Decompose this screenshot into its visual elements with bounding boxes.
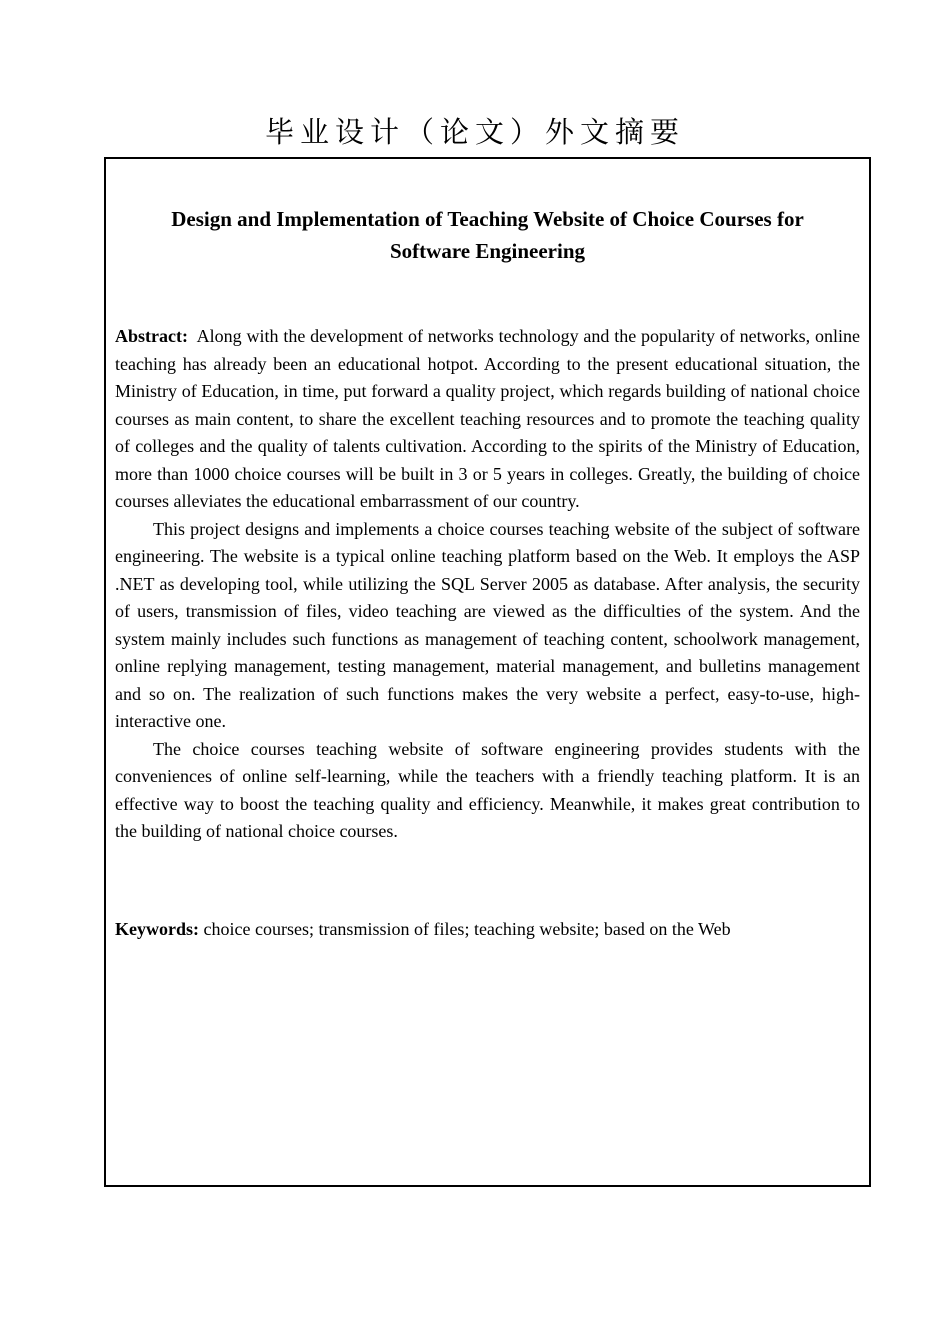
abstract-paragraph-1-text: Along with the development of networks technology and the popularity of networks, online teaching has already been an educational hotpot. According to the present educational situation, the Ministry of Education, in time, put forward a quality project, which regards building of national choice courses as main content, to share the excellent teaching resources and to promote the teaching quality of colleges and the quality of talents cultivation. According to the spirits of the Ministry of Education, more than 1000 choice courses will be built in 3 or 5 years in colleges. Greatly, the building of choice courses alleviates the educational embarrassment of our country. bbox=[115, 326, 860, 511]
page-heading: 毕业设计（论文）外文摘要 bbox=[264, 115, 685, 149]
paper-title bbox=[106, 203, 869, 267]
abstract-frame bbox=[104, 157, 871, 1187]
abstract-paragraph-2: This project designs and implements a choice courses teaching website of the subject of software engineering. The website is a typical online teaching platform based on the Web. It employs the ASP .NET as developing tool, while utilizing the SQL Server 2005 as database. After analysis, the security of users, transmission of files, video teaching are viewed as the difficulties of the system. And the system mainly includes such functions as management of teaching content, schoolwork management, online replying management, testing management, material management, and bulletins management and so on. The realization of such functions makes the very website a perfect, easy-to-use, high-interactive one. bbox=[115, 518, 860, 731]
paper-title-line-1: Design and Implementation of Teaching Website of Choice Courses for bbox=[171, 207, 804, 231]
abstract-paragraph-3: The choice courses teaching website of software engineering provides students with the conveniences of online self-learning, while the teachers with a friendly teaching platform. It is an effective way to boost the teaching quality and efficiency. Meanwhile, it makes great contribution to the building of national choice courses. bbox=[115, 738, 860, 841]
abstract-paragraph-1 bbox=[115, 323, 860, 516]
keywords-text: choice courses; transmission of files; teaching website; based on the Web bbox=[203, 919, 731, 939]
keywords-line bbox=[115, 916, 860, 944]
abstract-label: Abstract: bbox=[115, 326, 188, 346]
paper-title-line-2: Software Engineering bbox=[389, 239, 586, 263]
keywords-label: Keywords: bbox=[115, 919, 199, 939]
abstract-body bbox=[115, 323, 860, 846]
